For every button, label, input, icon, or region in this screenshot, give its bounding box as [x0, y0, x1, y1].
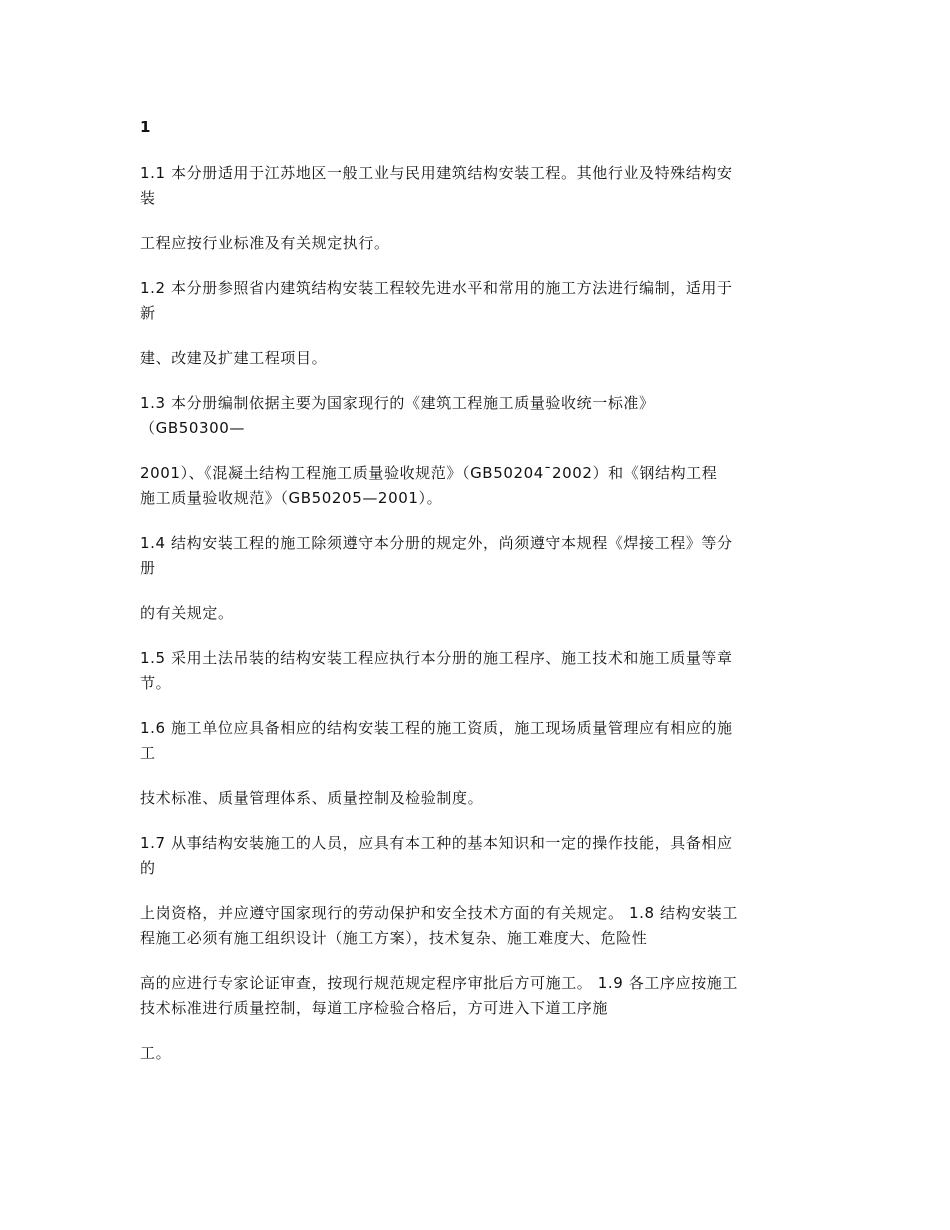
text-line: 上岗资格，并应遵守国家现行的劳动保护和安全技术方面的有关规定。 1.8 结构安装工: [140, 904, 738, 922]
text-line: 1.3 本分册编制依据主要为国家现行的《建筑工程施工质量验收统一标准》: [140, 394, 655, 412]
text-line: 的有关规定。: [140, 604, 234, 622]
text-line: 技术标准进行质量控制，每道工序检验合格后，方可进入下道工序施: [140, 999, 609, 1017]
text-line: 的: [140, 859, 156, 877]
text-line: 程施工必须有施工组织设计（施工方案），技术复杂、施工难度大、危险性: [140, 929, 648, 947]
text-line: 建、改建及扩建工程项目。: [140, 349, 328, 367]
text-line: 施工质量验收规范》（GB50205—2001）。: [140, 489, 443, 507]
text-line: 装: [140, 189, 156, 207]
text-line: 新: [140, 304, 156, 322]
text-line: 节。: [140, 674, 172, 692]
text-line: 工: [140, 744, 156, 762]
text-line: 1.5 采用土法吊装的结构安装工程应执行本分册的施工程序、施工技术和施工质量等章: [140, 649, 733, 667]
text-line: 1.4 结构安装工程的施工除须遵守本分册的规定外，尚须遵守本规程《焊接工程》等分: [140, 534, 733, 552]
text-line: 高的应进行专家论证审查，按现行规范规定程序审批后方可施工。 1.9 各工序应按施工: [140, 974, 738, 992]
text-line: 册: [140, 559, 156, 577]
text-line: 1.1 本分册适用于江苏地区一般工业与民用建筑结构安装工程。其他行业及特殊结构安: [140, 164, 733, 182]
text-line: 工。: [140, 1044, 172, 1062]
text-line: 工程应按行业标准及有关规定执行。: [140, 234, 390, 252]
text-line: 1.7 从事结构安装施工的人员，应具有本工种的基本知识和一定的操作技能，具备相应: [140, 834, 733, 852]
text-line: 1.6 施工单位应具备相应的结构安装工程的施工资质，施工现场质量管理应有相应的施: [140, 719, 733, 737]
section-heading: 1: [140, 118, 151, 136]
text-line: 1.2 本分册参照省内建筑结构安装工程较先进水平和常用的施工方法进行编制，适用于: [140, 279, 733, 297]
text-line: 技术标准、质量管理体系、质量控制及检验制度。: [140, 789, 484, 807]
text-line: （GB50300—: [140, 419, 246, 437]
text-line: 2001）、《混凝土结构工程施工质量验收规范》（GB50204¯2002）和《钢结构工程: [140, 464, 718, 482]
